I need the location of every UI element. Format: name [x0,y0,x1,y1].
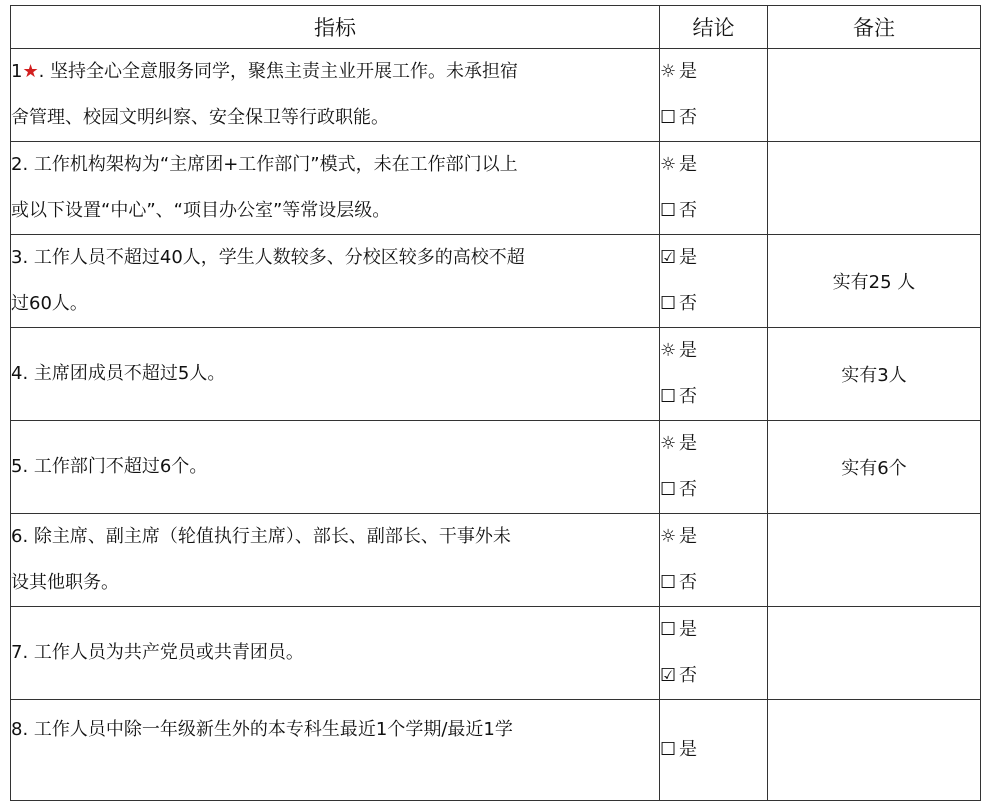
indicator-header: 指标 [11,6,660,49]
remark-cell [768,700,981,801]
option-label: 是 [679,739,697,760]
option-label: 是 [679,61,697,82]
indicator-cell [11,700,660,801]
table-row [11,235,981,328]
option-label: 否 [679,200,697,221]
indicator-text: 过60人。 [11,293,88,314]
indicator-text: 6. 除主席、副主席（轮值执行主席）、部长、副部长、干事外未 [11,526,511,547]
indicator-line [11,281,659,327]
indicator-text: 8. 工作人员中除一年级新生外的本专科生最近1个学期/最近1学 [11,719,513,740]
remark-cell [768,49,981,142]
conclusion-cell [660,607,768,700]
conclusion-cell [660,49,768,142]
no-option[interactable] [660,188,767,234]
indicator-line [11,514,659,560]
indicator-text: 7. 工作人员为共产党员或共青团员。 [11,642,304,663]
remark-cell: 实有25 人 [768,235,981,328]
sun-icon: ☼ [660,154,677,175]
option-label: 是 [679,247,697,268]
table-row [11,49,981,142]
indicator-text: 或以下设置“中心”、“项目办公室”等常设层级。 [11,200,391,221]
indicator-line [11,235,659,281]
indicator-line [11,188,659,234]
remark-header: 备注 [768,6,981,49]
table-row [11,514,981,607]
indicator-text: 舍管理、校园文明纠察、安全保卫等行政职能。 [11,107,389,128]
no-option[interactable] [660,653,767,699]
remark-cell: 实有3人 [768,328,981,421]
conclusion-cell [660,328,768,421]
option-label: 否 [679,479,697,500]
yes-option[interactable] [660,607,767,653]
table-row [11,700,981,801]
indicator-line [11,49,659,95]
indicator-line [11,630,659,676]
option-label: 是 [679,619,697,640]
indicator-line [11,95,659,141]
indicator-line [11,712,659,748]
conclusion-cell [660,700,768,801]
indicator-text: 4. 主席团成员不超过5人。 [11,363,226,384]
option-label: 否 [679,572,697,593]
option-label: 是 [679,526,697,547]
indicator-line [11,444,659,490]
remark-cell [768,142,981,235]
indicator-cell [11,235,660,328]
indicator-cell [11,142,660,235]
no-option[interactable] [660,95,767,141]
checked-box-icon: ☑ [660,665,677,686]
criteria-table [10,5,981,801]
table-row [11,328,981,421]
option-label: 是 [679,154,697,175]
option-label: 否 [679,293,697,314]
yes-option[interactable] [660,142,767,188]
remark-cell: 实有6个 [768,421,981,514]
indicator-cell [11,421,660,514]
empty-checkbox-icon: ☐ [660,107,677,128]
empty-checkbox-icon: ☐ [660,739,677,760]
empty-checkbox-icon: ☐ [660,386,677,407]
yes-option[interactable] [660,727,767,773]
sun-icon: ☼ [660,433,677,454]
conclusion-header: 结论 [660,6,768,49]
option-label: 否 [679,386,697,407]
indicator-text: 1 [11,61,23,82]
empty-checkbox-icon: ☐ [660,572,677,593]
indicator-text: 2. 工作机构架构为“主席团+工作部门”模式，未在工作部门以上 [11,154,518,175]
sun-icon: ☼ [660,61,677,82]
indicator-cell [11,328,660,421]
indicator-text: 3. 工作人员不超过40人，学生人数较多、分校区较多的高校不超 [11,247,525,268]
option-label: 否 [679,665,697,686]
yes-option[interactable] [660,514,767,560]
table-body [11,49,981,801]
header-row [11,6,981,49]
empty-checkbox-icon: ☐ [660,479,677,500]
conclusion-cell [660,142,768,235]
table-row [11,421,981,514]
yes-option[interactable] [660,49,767,95]
indicator-text: . 坚持全心全意服务同学，聚焦主责主业开展工作。未承担宿 [38,61,519,82]
conclusion-cell [660,514,768,607]
indicator-cell [11,607,660,700]
sun-icon: ☼ [660,526,677,547]
empty-checkbox-icon: ☐ [660,200,677,221]
sun-icon: ☼ [660,340,677,361]
no-option[interactable] [660,560,767,606]
yes-option[interactable] [660,235,767,281]
indicator-cell [11,49,660,142]
indicator-line [11,142,659,188]
yes-option[interactable] [660,421,767,467]
option-label: 是 [679,340,697,361]
remark-cell [768,607,981,700]
indicator-cell [11,514,660,607]
empty-checkbox-icon: ☐ [660,619,677,640]
no-option[interactable] [660,281,767,327]
indicator-text: 5. 工作部门不超过6个。 [11,456,208,477]
indicator-line [11,351,659,397]
empty-checkbox-icon: ☐ [660,293,677,314]
remark-cell [768,514,981,607]
star-icon: ★ [22,61,39,82]
checked-box-icon: ☑ [660,247,677,268]
indicator-line [11,560,659,606]
conclusion-cell [660,421,768,514]
indicator-text: 设其他职务。 [11,572,119,593]
table-row [11,142,981,235]
option-label: 否 [679,107,697,128]
conclusion-cell [660,235,768,328]
no-option[interactable] [660,467,767,513]
no-option[interactable] [660,374,767,420]
yes-option[interactable] [660,328,767,374]
option-label: 是 [679,433,697,454]
table-row [11,607,981,700]
